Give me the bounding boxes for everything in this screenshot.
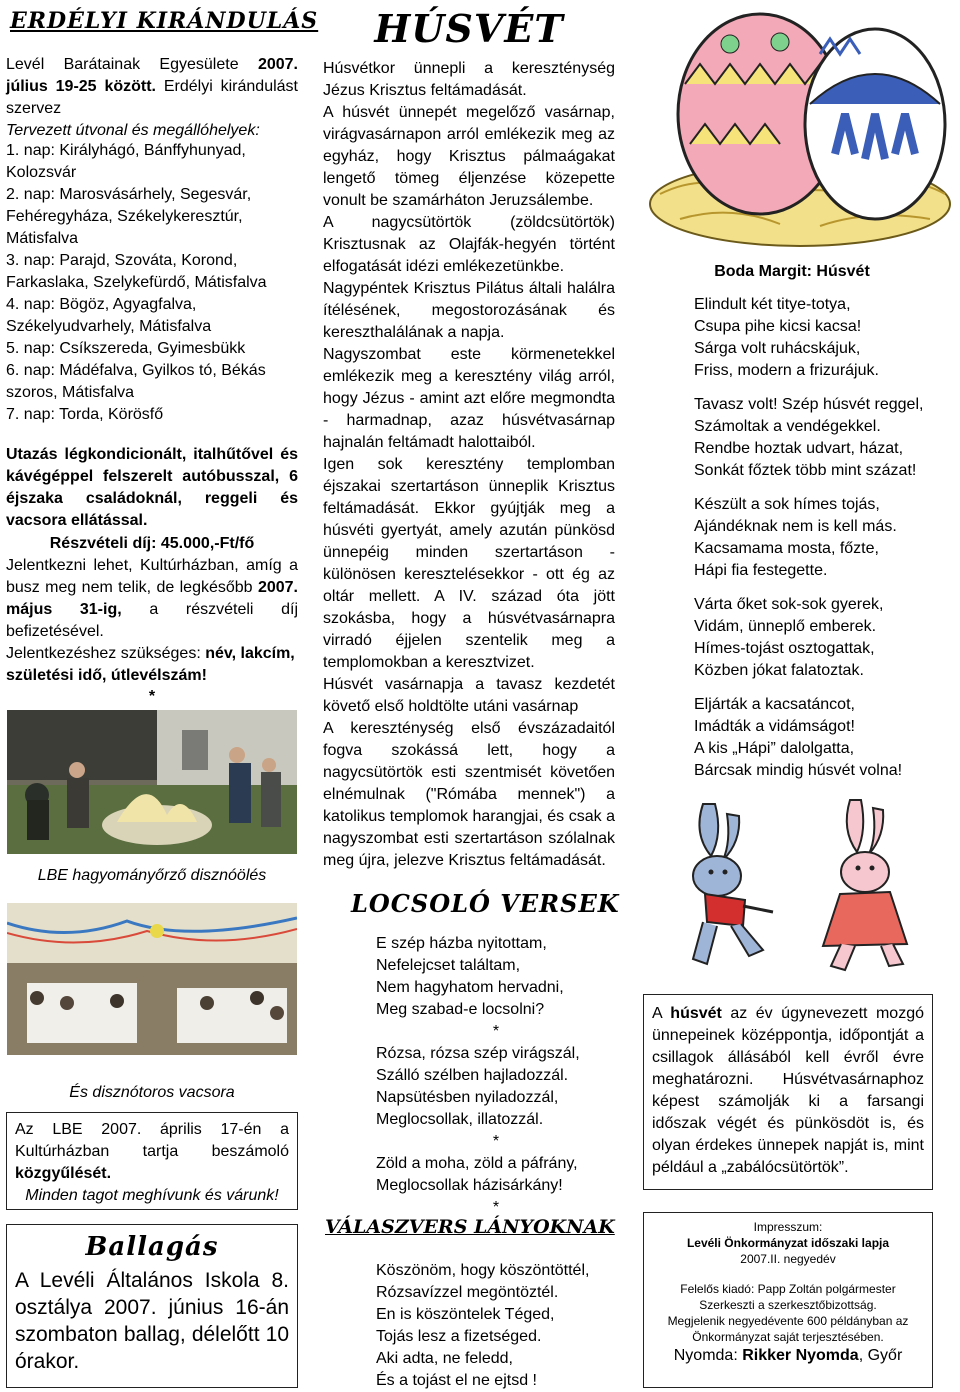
article-paragraph: A nagycsütörtök (zöldcsütörtök) Krisztusnak az Olajfák-hegyén történt elfogatását idézi emlékezetünkbe.: [323, 214, 615, 275]
article-paragraph: A húsvét ünnepét megelőző vasárnap, virágvasárnapon arról emlékezik meg az egyház, hogy Krisztus pálmaágakat lengető tömeg éljenzése közepette vonult be szamárháton Jeruzsálembe.: [323, 104, 615, 209]
required-info: Jelentkezéshez szükséges: név, lakcím, születési idő, útlevélszám!: [6, 645, 295, 684]
trip-fee: Részvételi díj: 45.000,-Ft/fő: [49, 535, 255, 552]
route-day: 4. nap: Bögöz, Agyagfalva, Székelyudvarhely, Mátisfalva: [6, 296, 212, 335]
sprinkling-poems: [376, 933, 616, 1219]
bunnies-illustration: [645, 794, 945, 974]
impressum-publisher: Felelős kiadó: Papp Zoltán polgármester: [680, 1282, 896, 1296]
meeting-invite: Minden tagot meghívunk és várunk!: [25, 1187, 279, 1204]
easter-eggs-illustration: [640, 4, 958, 250]
easter-poem: [694, 294, 956, 794]
route-day: 1. nap: Királyhágó, Bánffyhunyad, Kolozsvár: [6, 142, 246, 181]
article-paragraph: Húsvétkor ünnepli a kereszténység Jézus Krisztus feltámadását.: [323, 60, 615, 99]
poem-stanza: Zöld a moha, zöld a páfrány, Meglocsollak házisárkány!: [376, 1155, 578, 1194]
impressum-paper: Levéli Önkormányzat időszaki lapja: [686, 1236, 890, 1250]
easter-info-box: [643, 994, 933, 1190]
meeting-notice-box: [6, 1112, 298, 1210]
route-day: 2. nap: Marosvásárhely, Segesvár, Fehéregyháza, Székelykeresztúr, Mátisfalva: [6, 186, 252, 247]
route-day: 3. nap: Parajd, Szováta, Korond, Farkaslaka, Szelykefürdő, Mátisfalva: [6, 252, 267, 291]
answer-poem: Köszönöm, hogy köszöntöttél, Rózsavízzel megöntöztél. En is köszöntelek Téged, Tojás lesz a fizetséged. Aki adta, ne feledd, És a tojást el ne ejtsd !: [376, 1262, 590, 1389]
bunnies-icon: [645, 794, 945, 974]
route-heading: Tervezett útvonal és megállóhelyek:: [6, 122, 260, 139]
article-paragraph: Nagyszombat este körmenetekkel emlékezik meg a keresztény világ arról, hogy Jézus - amint azt előre megmondta - harmadnap, azaz húsvétvasárnap hajnalán feltámadt halottaiból.: [323, 346, 615, 451]
easter-title: HÚSVÉT: [374, 6, 564, 51]
photo-caption-1: LBE hagyományőrző disznóölés: [37, 867, 267, 884]
trip-title: ERDÉLYI KIRÁNDULÁS: [10, 8, 319, 34]
route-day: 5. nap: Csíkszereda, Gyimesbükk: [6, 340, 246, 357]
meeting-text: Az LBE 2007. április 17-én a Kultúrházban tartja beszámoló közgyűlését.: [15, 1121, 289, 1182]
article-paragraph: Igen sok keresztény templomban éjszakai szertartáson ünneplik Krisztus feltámadását. Ekkor gyújtják meg a húsvéti gyertyát, amely azután pünkösd ünnepéig minden szertartáson - különösen keresztelésekkor - ott ég az oltár mellett. A IV. század óta jött szokásba, hogy a húsvétvasárnapra virradó éjjelen szentelik meg a templomokban a keresztvizet.: [323, 456, 615, 671]
poem-stanza: Eljárták a kacsatáncot, Imádták a vidámságot! A kis „Hápi” dalolgatta, Bárcsak mindig húsvét volna!: [694, 696, 903, 779]
graduation-box: [6, 1224, 298, 1388]
impressum-issue: 2007.II. negyedév: [740, 1252, 836, 1266]
stanza-star: *: [492, 1199, 500, 1216]
trip-intro: Levél Barátainak Egyesülete 2007. július 19-25 között. Erdélyi kirándulást szervez: [6, 56, 298, 117]
register-info: Jelentkezni lehet, Kultúrházban, amíg a busz meg nem telik, de legkésőbb 2007. május 31-ig, a részvételi díj befizetésével.: [6, 557, 298, 640]
pig-slaughter-image: [7, 710, 297, 854]
photo-caption-2: És disznótoros vacsora: [69, 1084, 235, 1101]
route-list: [6, 140, 286, 426]
poem-stanza: Tavasz volt! Szép húsvét reggel, Számoltak a vendégekkel. Rendbe hoztak udvart, házat, Sonkát főztek több mint százat!: [694, 396, 924, 479]
separator-star: *: [148, 688, 156, 705]
poem-stanza: Rózsa, rózsa szép virágszál, Szálló szélben hajladozzál. Napsütésben nyiladozzál, Meglocsollak, illatozzál.: [376, 1045, 580, 1128]
answer-poem-title: VÁLASZVERS LÁNYOKNAK: [325, 1216, 615, 1238]
poem-stanza: Várta őket sok-sok gyerek, Vidám, ünneplő emberek. Hímes-tojást osztogattak, Közben jókat falatoztak.: [694, 596, 884, 679]
easter-eggs-icon: [640, 4, 958, 250]
easter-info-text: A húsvét az év úgynevezett mozgó ünnepeinek középpontja, időpontját a csillagok állásából kell évről évre meghatározni. Húsvétvasárnaphoz képest számolják ki a farsangi időszak végét és pünkösdöt is, és olyan érdekes ünnepek napját is, mint például a „zabálócsütörtök”.: [652, 1005, 924, 1176]
article-paragraph: A kereszténység első évszázadaitól fogva szokássá lett, hogy a nagycsütörtök esti szentmisét követően elnémulnak ("Rómába mennek") a katolikus templomok harangjai, és csak a nagyszombat esti szertartáson szólalnak meg újra, jelezve Krisztus feltámadását.: [323, 720, 615, 869]
sprinkling-poems-title: LOCSOLÓ VERSEK: [351, 889, 620, 918]
easter-article: [323, 58, 615, 872]
impressum-title: Impresszum:: [753, 1220, 823, 1234]
article-paragraph: Húsvét vasárnapja a tavasz kezdetét követő első holdtölte utáni vasárnap: [323, 676, 615, 715]
stanza-star: *: [492, 1023, 500, 1040]
impressum-frequency: Megjelenik negyedévente 600 példányban az Önkormányzat saját terjesztésében.: [667, 1314, 909, 1344]
poem-stanza: Elindult két tityе-totya, Csupa pihe kicsi kacsa! Sárga volt ruhácskájuk, Friss, modern a frizurájuk.: [694, 296, 879, 379]
travel-info: Utazás légkondicionált, italhűtővel és kávégéppel felszerelt autóbusszal, 6 éjszaka családoknál, reggeli és vacsora ellátással.: [6, 446, 298, 529]
graduation-title: Ballagás: [85, 1232, 219, 1262]
pig-slaughter-photo: [7, 710, 297, 854]
route-day: 7. nap: Torda, Körösfő: [6, 406, 164, 423]
stanza-star: *: [492, 1133, 500, 1150]
dinner-hall-image: [7, 903, 297, 1055]
impressum-editor: Szerkeszti a szerkesztőbizottság.: [699, 1298, 877, 1312]
dinner-photo: [7, 903, 297, 1055]
article-paragraph: Nagypéntek Krisztus Pilátus általi halálra ítélésének, megostorozásának és kereszthalálának a napja.: [323, 280, 615, 341]
poem-stanza: E szép házba nyitottam, Nefelejcset találtam, Nem hagyhatom hervadni, Meg szabad-e locsolni?: [376, 935, 564, 1018]
impressum-box: [643, 1212, 933, 1388]
poem-title: Boda Margit: Húsvét: [714, 263, 870, 280]
graduation-text: A Levéli Általános Iskola 8. osztálya 2007. június 16-án szombaton ballag, délelőtt 10 órakor.: [15, 1269, 289, 1373]
route-day: 6. nap: Mádéfalva, Gyilkos tó, Békás szoros, Mátisfalva: [6, 362, 266, 401]
impressum-printer: Nyomda: Rikker Nyomda, Győr: [673, 1347, 903, 1364]
poem-stanza: Készült a sok hímes tojás, Ajándéknak nem is kell más. Kacsamama mosta, főzte, Hápi fia festegette.: [694, 496, 897, 579]
